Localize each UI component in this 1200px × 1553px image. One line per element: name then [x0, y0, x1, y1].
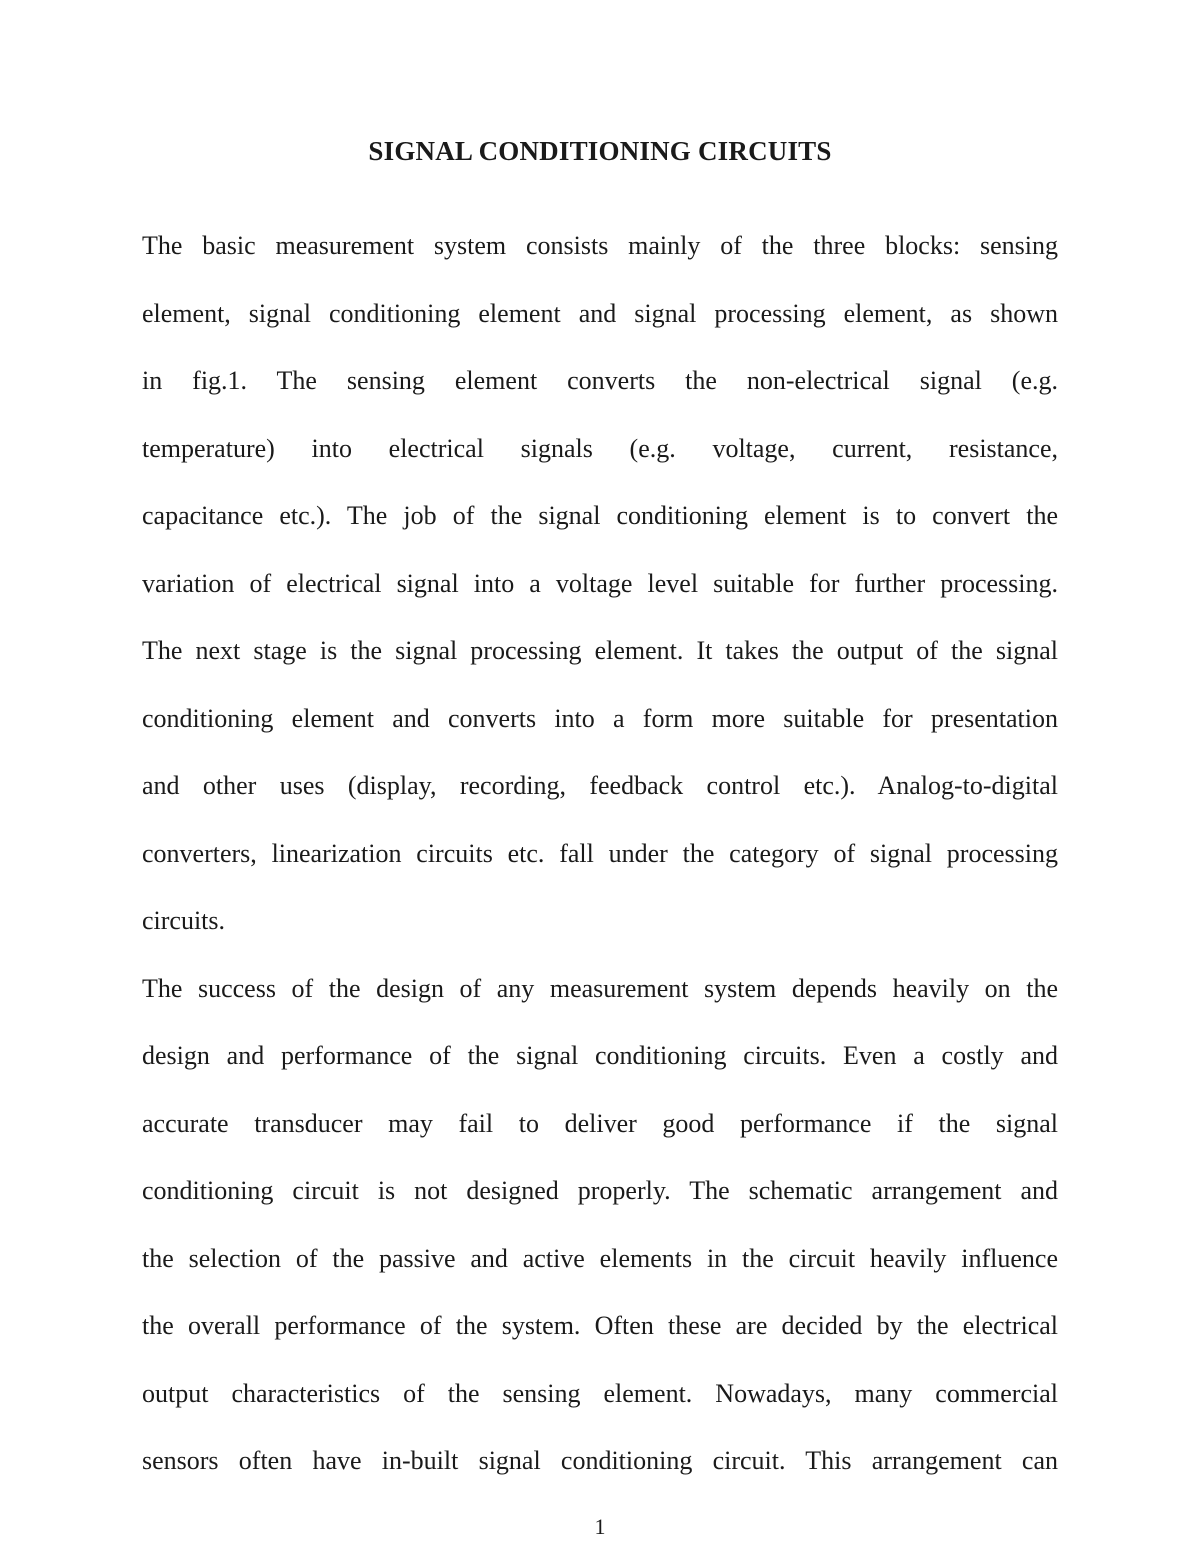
text-line: and other uses (display, recording, feedback control etc.). Analog-to-digital — [142, 771, 1058, 800]
text-line: circuits. — [142, 906, 226, 935]
text-line: in fig.1. The sensing element converts the non-electrical signal (e.g. — [142, 366, 1058, 395]
text-line: The success of the design of any measurement system depends heavily on the — [142, 973, 1058, 1003]
text-line: sensors often have in-built signal conditioning circuit. This arrangement can — [142, 1446, 1058, 1475]
text-line: temperature) into electrical signals (e.g. voltage, current, resistance, — [142, 433, 1058, 463]
text-line: design and performance of the signal conditioning circuits. Even a costly and — [142, 1041, 1058, 1070]
document-title: SIGNAL CONDITIONING CIRCUITS — [368, 136, 832, 166]
text-line: The next stage is the signal processing element. It takes the output of the signal — [142, 636, 1058, 665]
text-line: variation of electrical signal into a voltage level suitable for further processing. — [142, 568, 1058, 598]
text-line: conditioning element and converts into a form more suitable for presentation — [142, 703, 1058, 733]
text-line: The basic measurement system consists mainly of the three blocks: sensing — [142, 231, 1058, 260]
text-line: converters, linearization circuits etc. fall under the category of signal processing — [142, 838, 1058, 868]
text-line: the overall performance of the system. Often these are decided by the electrical — [142, 1311, 1058, 1340]
text-line: the selection of the passive and active elements in the circuit heavily influence — [142, 1243, 1058, 1273]
body-text — [142, 228, 1058, 1511]
page-number: 1 — [594, 1514, 606, 1539]
text-line: element, signal conditioning element and signal processing element, as shown — [142, 298, 1058, 328]
text-line: accurate transducer may fail to deliver good performance if the signal — [142, 1108, 1058, 1138]
text-line: output characteristics of the sensing element. Nowadays, many commercial — [142, 1378, 1058, 1408]
text-line: conditioning circuit is not designed properly. The schematic arrangement and — [142, 1176, 1058, 1205]
text-line: capacitance etc.). The job of the signal conditioning element is to convert the — [142, 501, 1058, 530]
